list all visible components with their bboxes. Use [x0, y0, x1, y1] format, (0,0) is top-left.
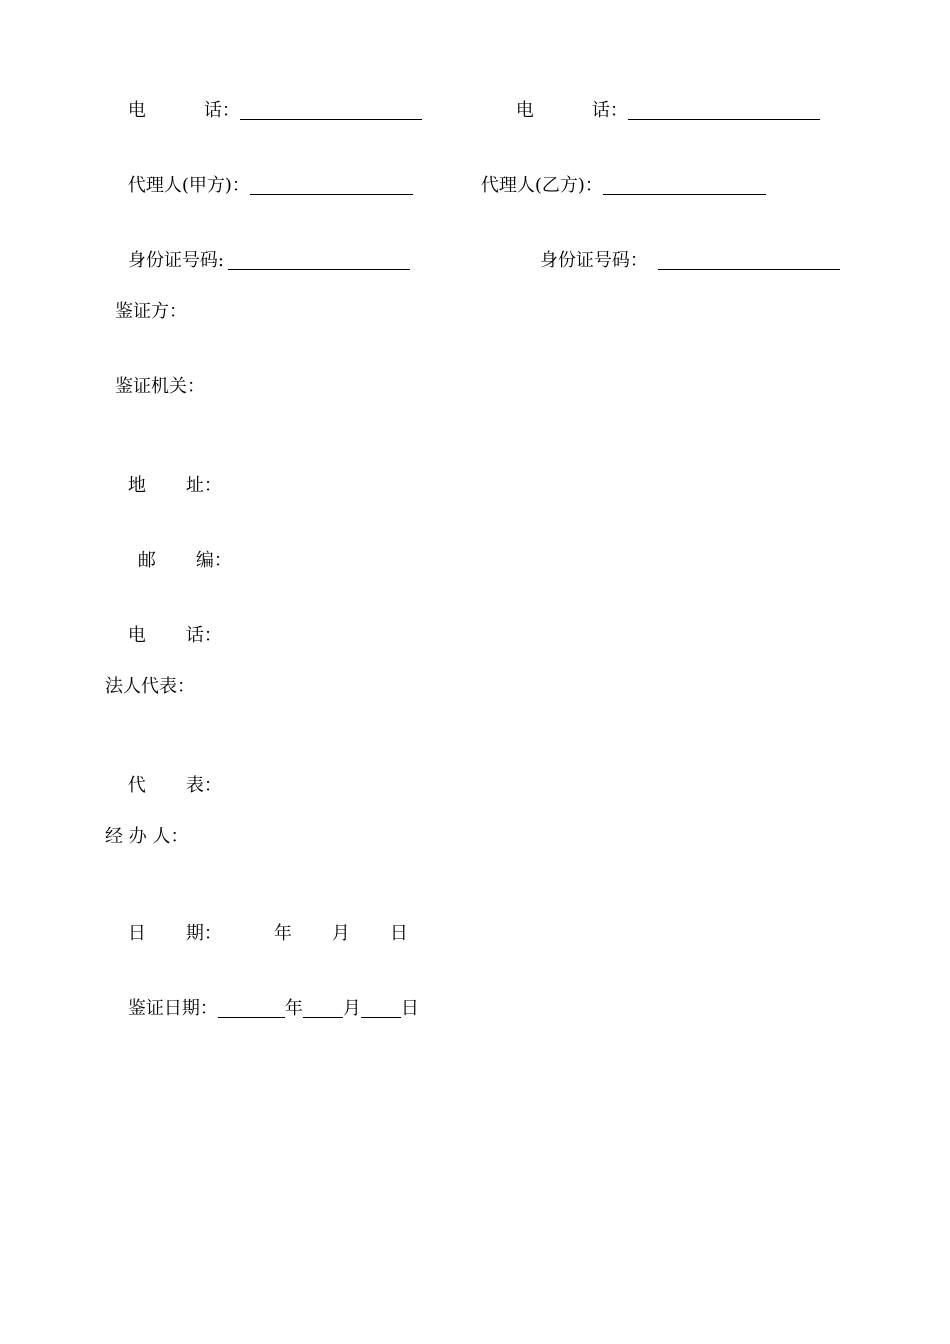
postcode-row	[115, 525, 232, 597]
agent-a-label: 代理人(甲方)：	[127, 175, 250, 196]
date-row	[105, 898, 408, 970]
id-row-right	[517, 225, 840, 297]
phone-field-party-a[interactable]	[240, 101, 422, 120]
id-b-field[interactable]	[658, 251, 840, 270]
legal-representative-label: 法人代表：	[105, 676, 195, 697]
agent-row-right	[458, 150, 766, 222]
agent-b-field[interactable]	[603, 176, 766, 195]
verify-date-year-label: 年	[284, 998, 303, 1019]
phone-label-right-char1: 电	[515, 100, 534, 121]
verify-date-label: 鉴证日期：	[127, 998, 218, 1019]
authenticator-party-label: 鉴证方：	[115, 301, 187, 322]
representative-char2: 表：	[185, 775, 222, 796]
postcode-label-char2: 编：	[195, 550, 232, 571]
address-label-char2: 址：	[185, 475, 222, 496]
handler-label: 经 办 人：	[105, 826, 189, 847]
verify-date-year-field[interactable]	[218, 999, 285, 1018]
authenticator-agency-label: 鉴证机关：	[115, 376, 205, 397]
date-day-label: 日	[389, 923, 408, 944]
verify-date-row	[105, 973, 419, 1045]
phone-row-left	[105, 75, 422, 147]
verify-date-month-field[interactable]	[303, 999, 343, 1018]
date-label-char1: 日	[127, 923, 146, 944]
date-month-label: 月	[331, 923, 350, 944]
postcode-label-char1: 邮	[137, 550, 156, 571]
id-row-left	[105, 225, 410, 297]
authenticator-phone-char2: 话：	[185, 625, 222, 646]
phone-label-left-char1: 电	[127, 100, 146, 121]
address-row	[105, 450, 222, 522]
id-b-label: 身份证号码：	[539, 250, 648, 271]
verify-date-day-label: 日	[400, 998, 419, 1019]
agent-row-left	[105, 150, 413, 222]
representative-row	[105, 750, 222, 822]
date-label-char2: 期：	[185, 923, 222, 944]
date-year-label: 年	[273, 923, 292, 944]
agent-b-label: 代理人(乙方)：	[480, 175, 603, 196]
authenticator-phone-char1: 电	[127, 625, 146, 646]
phone-row-right	[493, 75, 820, 147]
agent-a-field[interactable]	[250, 176, 413, 195]
id-a-field[interactable]	[228, 251, 410, 270]
verify-date-month-label: 月	[342, 998, 361, 1019]
representative-char1: 代	[127, 775, 146, 796]
authenticator-phone-row	[105, 600, 222, 672]
phone-field-party-b[interactable]	[628, 101, 820, 120]
address-label-char1: 地	[127, 475, 146, 496]
verify-date-day-field[interactable]	[361, 999, 401, 1018]
id-a-label: 身份证号码:	[127, 250, 224, 271]
phone-label-right-char2: 话：	[591, 100, 628, 121]
phone-label-left-char2: 话：	[203, 100, 240, 121]
